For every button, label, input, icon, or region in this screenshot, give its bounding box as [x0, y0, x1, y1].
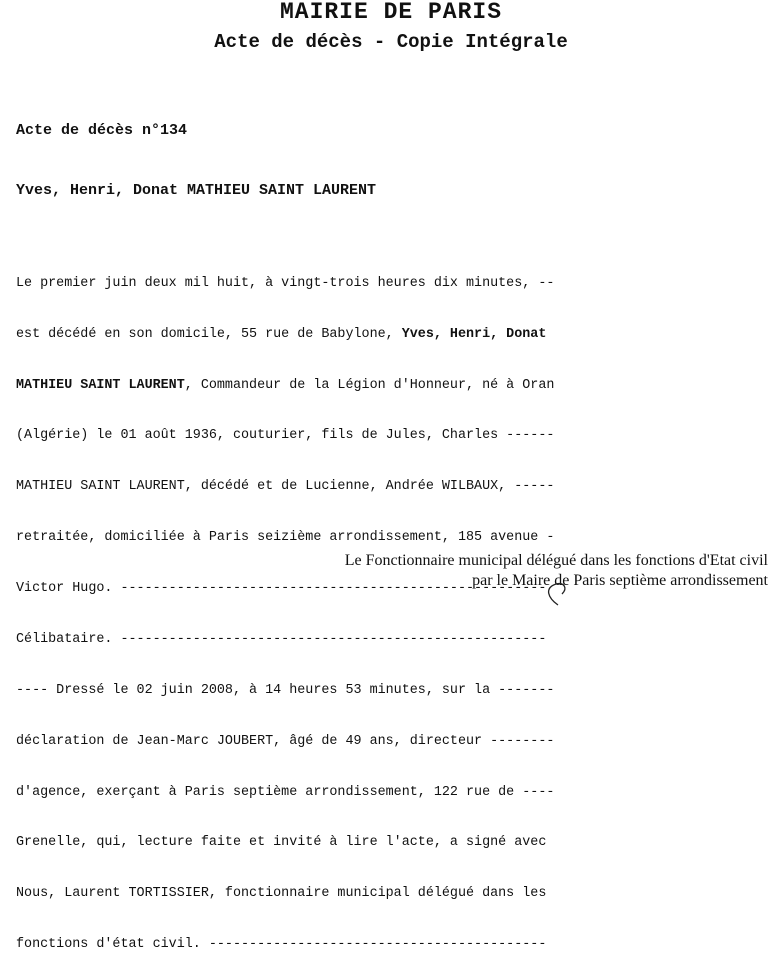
act-line: ---- Dressé le 02 juin 2008, à 14 heures 53 minutes, sur la -------: [16, 682, 555, 698]
act-line: Grenelle, qui, lecture faite et invité à lire l'acte, a signé avec: [16, 835, 547, 851]
act-line: est décédé en son domicile, 55 rue de Babylone, Yves, Henri, Donat: [16, 326, 547, 342]
act-line: Victor Hugo. -----------------------------------------------------: [16, 581, 547, 597]
act-line: MATHIEU SAINT LAURENT, Commandeur de la Légion d'Honneur, né à Oran: [16, 377, 555, 393]
deceased-name: Yves, Henri, Donat MATHIEU SAINT LAURENT: [16, 182, 377, 199]
page-title: MAIRIE DE PARIS: [279, 0, 503, 25]
name-bold: Yves, Henri, Donat: [401, 326, 547, 342]
act-line: déclaration de Jean-Marc JOUBERT, âgé de 49 ans, directeur --------: [16, 733, 555, 749]
act-line: d'agence, exerçant à Paris septième arrondissement, 122 rue de ----: [16, 784, 555, 800]
page-subtitle: Acte de décès - Copie Intégrale: [214, 31, 568, 53]
act-number: Acte de décès n°134: [16, 122, 188, 139]
act-line: fonctions d'état civil. ------------------------------------------: [16, 937, 547, 953]
signature-title-line2: par le Maire de Paris septième arrondissement: [472, 572, 768, 589]
act-line: Le premier juin deux mil huit, à vingt-trois heures dix minutes, --: [16, 275, 555, 291]
act-body-text: [16, 242, 616, 971]
signature-title-line1: Le Fonctionnaire municipal délégué dans les fonctions d'Etat civil: [344, 552, 768, 569]
act-line: retraitée, domiciliée à Paris seizième arrondissement, 185 avenue -: [16, 530, 555, 546]
act-line: (Algérie) le 01 août 1936, couturier, fils de Jules, Charles ------: [16, 428, 555, 444]
act-line: Nous, Laurent TORTISSIER, fonctionnaire municipal délégué dans les: [16, 886, 547, 902]
handwritten-signature-mark: [530, 576, 580, 606]
name-bold: MATHIEU SAINT LAURENT: [16, 377, 185, 393]
act-line: Célibataire. -----------------------------------------------------: [16, 631, 547, 647]
act-line: MATHIEU SAINT LAURENT, décédé et de Lucienne, Andrée WILBAUX, -----: [16, 479, 555, 495]
